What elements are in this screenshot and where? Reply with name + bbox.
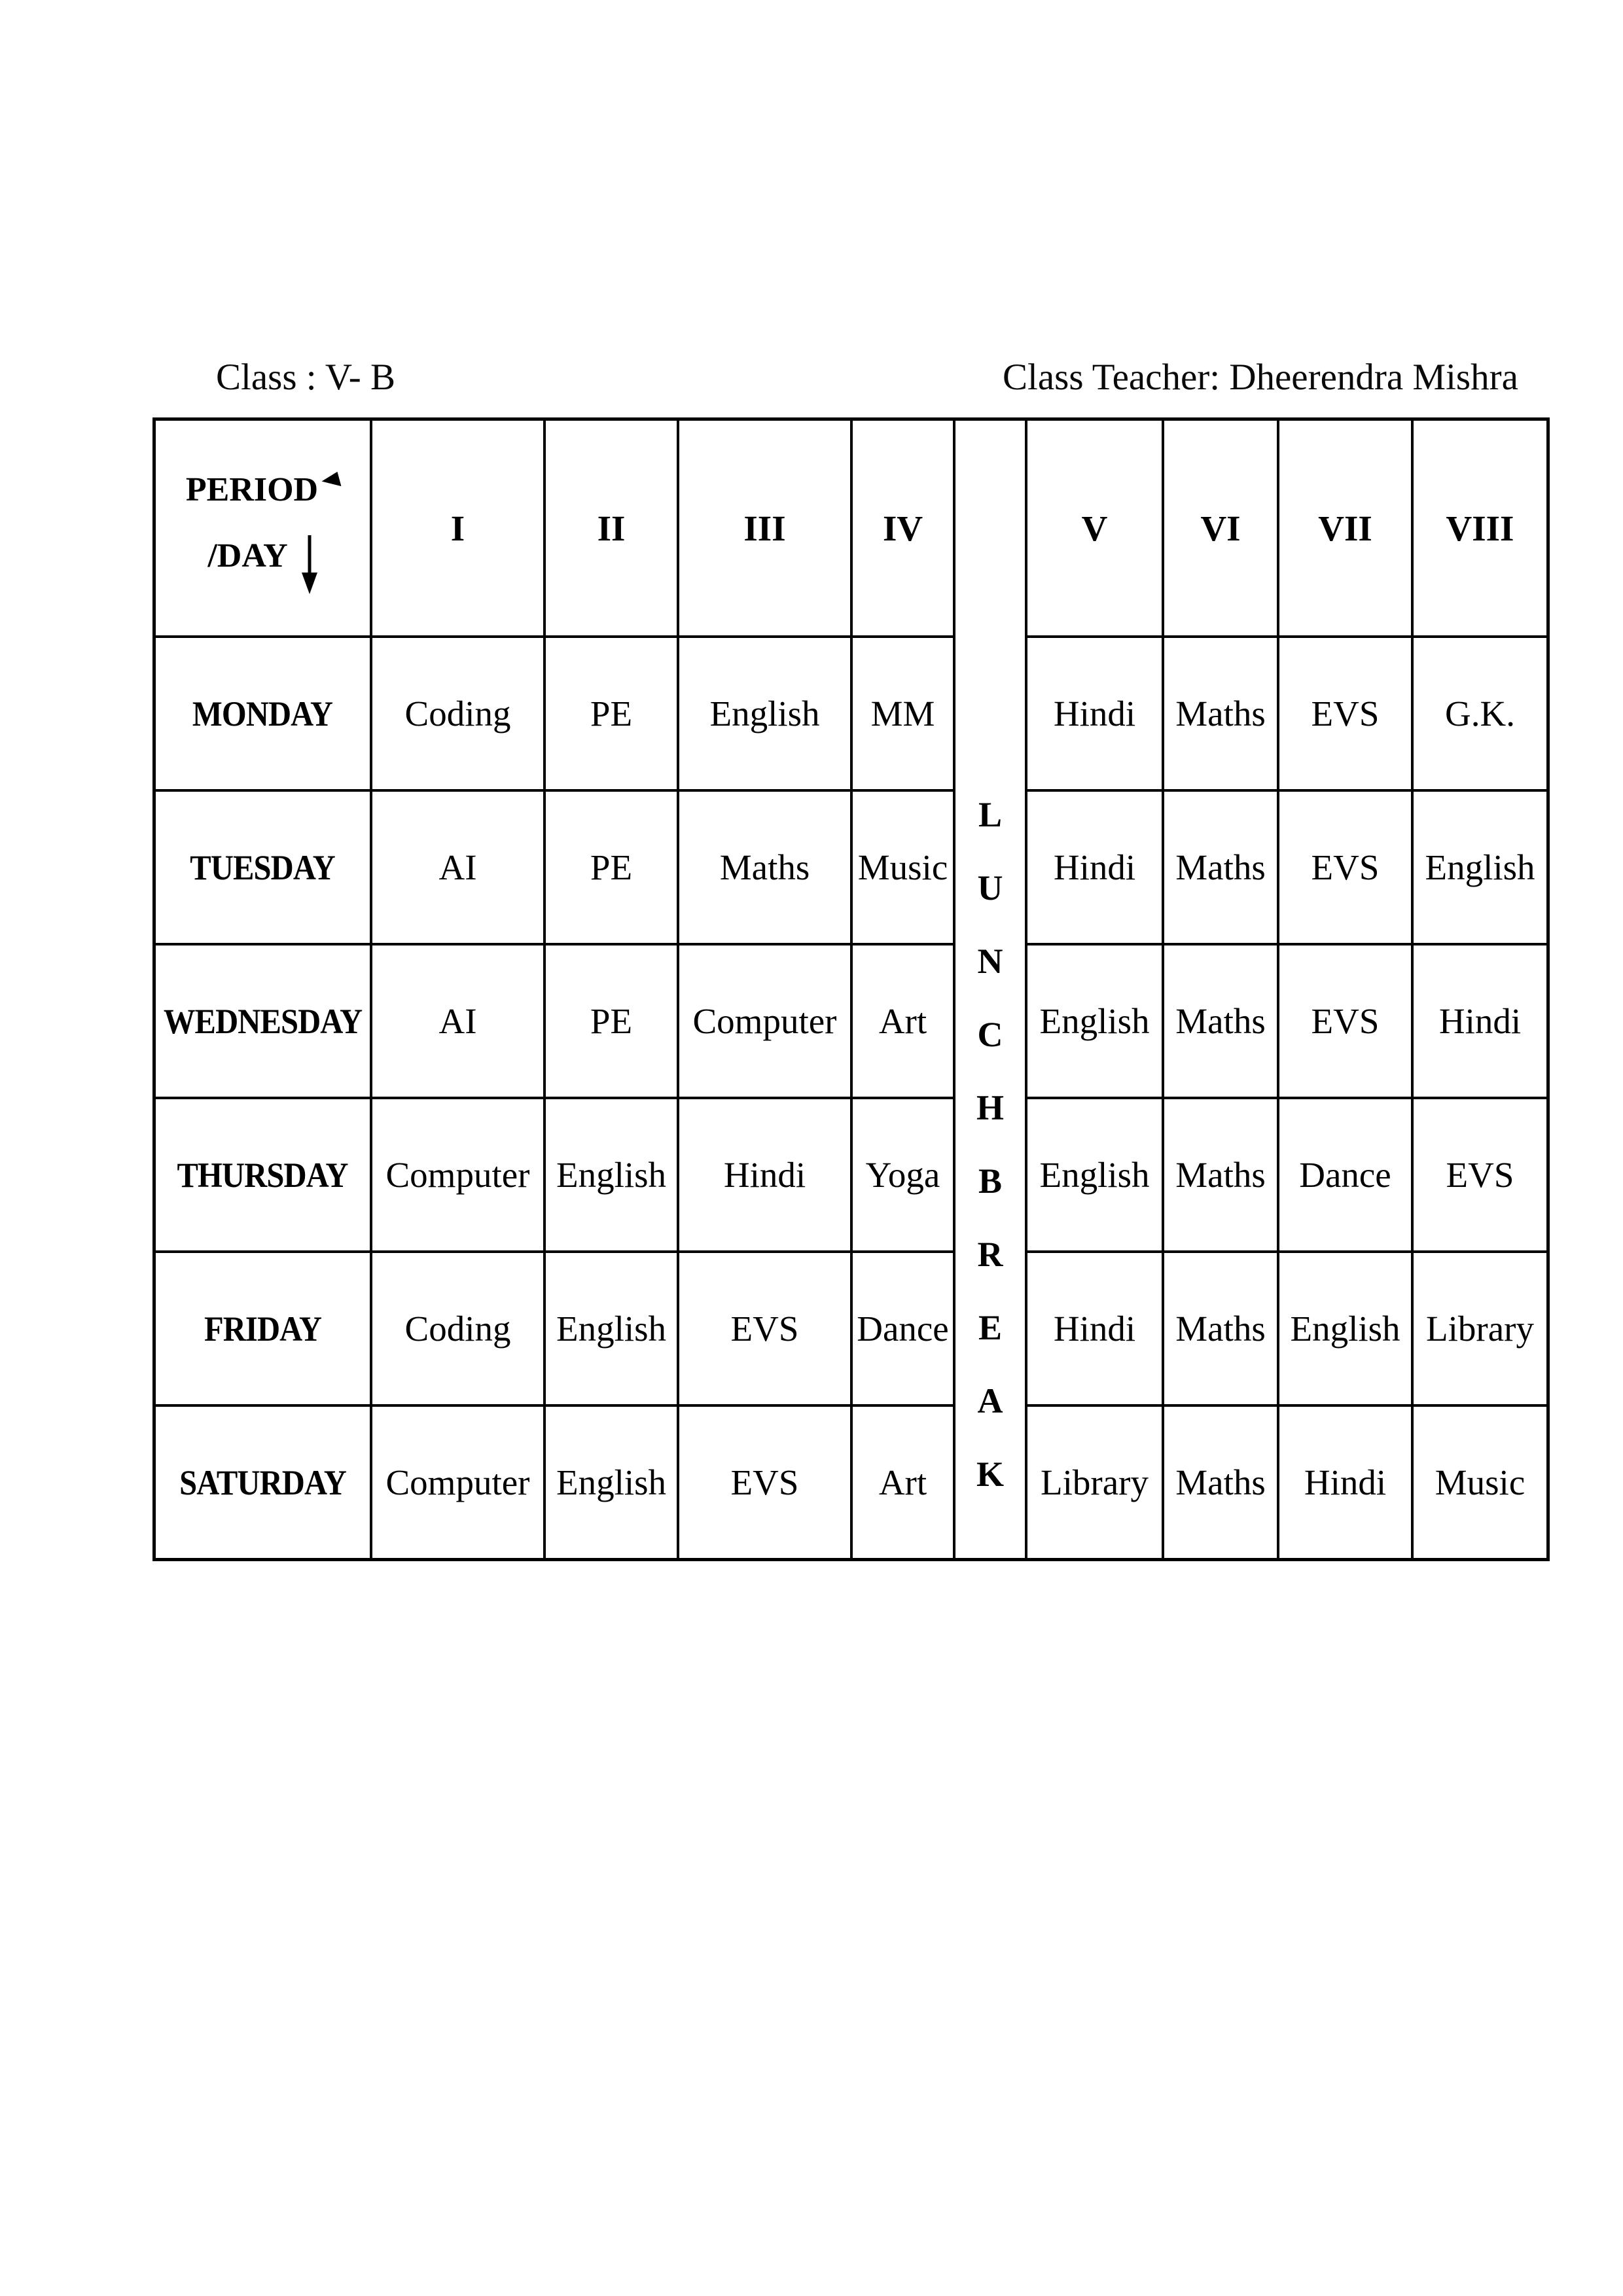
subject-cell: Library: [1027, 1407, 1162, 1558]
subject-cell: English: [679, 638, 850, 789]
lunch-break-letter: H: [976, 1088, 1004, 1127]
subject-cell: Maths: [1164, 792, 1277, 943]
subject-cell: MM: [853, 638, 953, 789]
subject-cell: Art: [853, 945, 953, 1097]
subject-cell: EVS: [1414, 1099, 1546, 1250]
subject-cell: Dance: [853, 1253, 953, 1404]
subject-cell: PE: [546, 945, 677, 1097]
subject-cell: English: [546, 1253, 677, 1404]
subject-cell: Dance: [1279, 1099, 1411, 1250]
subject-cell: Computer: [372, 1407, 543, 1558]
period-header-line: [186, 470, 340, 509]
day-cell-tuesday: TUESDAY: [156, 792, 370, 943]
subject-cell: EVS: [1279, 638, 1411, 789]
subject-cell: English: [1027, 1099, 1162, 1250]
subject-cell: Hindi: [1027, 638, 1162, 789]
subject-cell: Hindi: [1027, 792, 1162, 943]
period-header-7: VII: [1279, 421, 1411, 635]
period-header-1: I: [372, 421, 543, 635]
subject-cell: EVS: [1279, 792, 1411, 943]
lunch-break-letter: N: [977, 942, 1003, 981]
subject-cell: Computer: [372, 1099, 543, 1250]
subject-cell: Yoga: [853, 1099, 953, 1250]
down-arrow-icon: [301, 535, 318, 595]
lunch-break-letter: U: [977, 868, 1003, 908]
subject-cell: EVS: [1279, 945, 1411, 1097]
subject-cell: Maths: [679, 792, 850, 943]
timetable-table: [152, 417, 1550, 1561]
subject-cell: Maths: [1164, 1407, 1277, 1558]
subject-cell: EVS: [679, 1407, 850, 1558]
subject-cell: English: [1279, 1253, 1411, 1404]
subject-cell: Library: [1414, 1253, 1546, 1404]
day-label: /DAY: [207, 537, 288, 574]
class-label: Class : V- B: [216, 357, 396, 398]
period-header-3: III: [679, 421, 850, 635]
lunch-break-letter: L: [978, 795, 1003, 834]
lunch-break-letter: R: [977, 1235, 1003, 1274]
subject-cell: English: [1414, 792, 1546, 943]
subject-cell: AI: [372, 945, 543, 1097]
day-cell-wednesday: WEDNESDAY: [156, 945, 370, 1097]
subject-cell: PE: [546, 792, 677, 943]
period-header-8: VIII: [1414, 421, 1546, 635]
subject-cell: Maths: [1164, 1099, 1277, 1250]
day-cell-friday: FRIDAY: [156, 1253, 370, 1404]
class-teacher-label: Class Teacher: Dheerendra Mishra: [1003, 357, 1518, 398]
subject-cell: Music: [853, 792, 953, 943]
lunch-break-letter: E: [978, 1308, 1003, 1347]
lunch-break-cell: [955, 421, 1025, 1558]
subject-cell: G.K.: [1414, 638, 1546, 789]
period-header-4: IV: [853, 421, 953, 635]
period-label: PERIOD: [185, 470, 319, 508]
subject-cell: Music: [1414, 1407, 1546, 1558]
subject-cell: Hindi: [679, 1099, 850, 1250]
lunch-break-letter: B: [978, 1161, 1003, 1201]
subject-cell: Hindi: [1279, 1407, 1411, 1558]
subject-cell: Hindi: [1027, 1253, 1162, 1404]
day-cell-monday: MONDAY: [156, 638, 370, 789]
subject-cell: Coding: [372, 638, 543, 789]
lunch-break-letter: C: [977, 1015, 1003, 1054]
subject-cell: Coding: [372, 1253, 543, 1404]
subject-cell: PE: [546, 638, 677, 789]
period-header-5: V: [1027, 421, 1162, 635]
subject-cell: AI: [372, 792, 543, 943]
day-cell-saturday: SATURDAY: [156, 1407, 370, 1558]
subject-cell: English: [546, 1407, 677, 1558]
subject-cell: Maths: [1164, 945, 1277, 1097]
subject-cell: Computer: [679, 945, 850, 1097]
day-header-line: [207, 526, 317, 586]
subject-cell: English: [546, 1099, 677, 1250]
period-header-6: VI: [1164, 421, 1277, 635]
lunch-break-letter: K: [976, 1455, 1004, 1494]
period-header-2: II: [546, 421, 677, 635]
subject-cell: Art: [853, 1407, 953, 1558]
subject-cell: EVS: [679, 1253, 850, 1404]
left-pointer-icon: [321, 471, 342, 490]
subject-cell: Maths: [1164, 1253, 1277, 1404]
lunch-break-letter: A: [977, 1381, 1003, 1421]
subject-cell: English: [1027, 945, 1162, 1097]
subject-cell: Hindi: [1414, 945, 1546, 1097]
subject-cell: Maths: [1164, 638, 1277, 789]
day-cell-thursday: THURSDAY: [156, 1099, 370, 1250]
period-day-corner-cell: [156, 421, 370, 635]
